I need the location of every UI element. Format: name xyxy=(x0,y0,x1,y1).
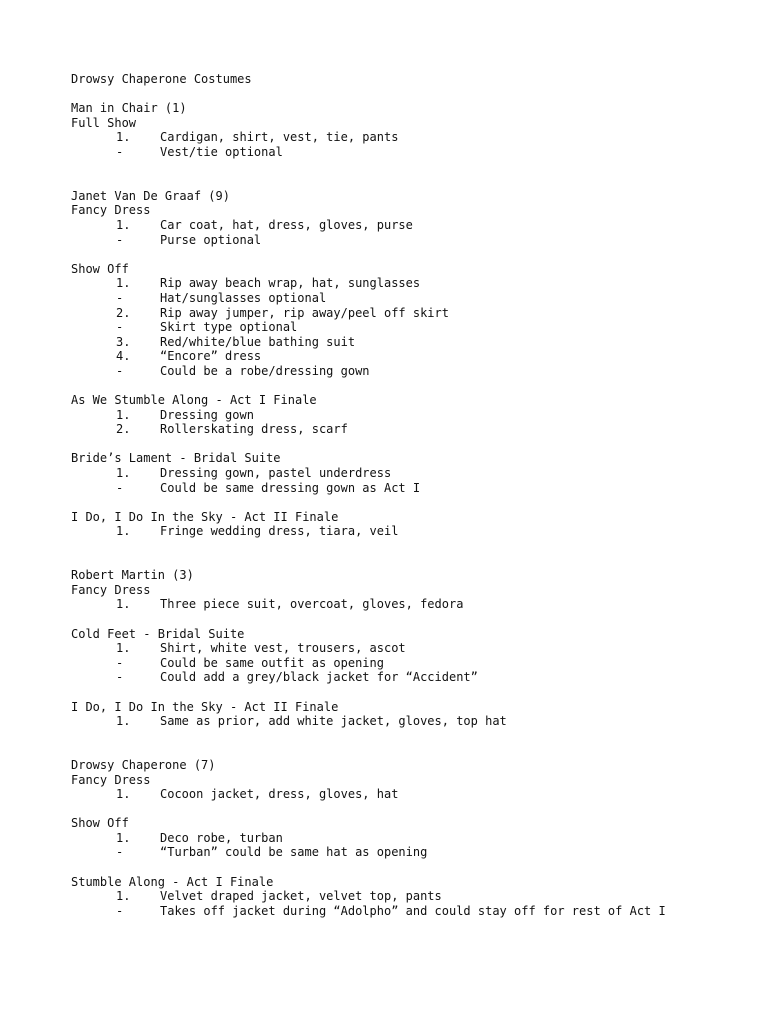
section-spacer xyxy=(71,729,751,758)
costume-item xyxy=(71,597,751,612)
costume-item xyxy=(71,349,751,364)
costume-item xyxy=(71,787,751,802)
scene-spacer xyxy=(71,495,751,510)
costume-item xyxy=(71,889,751,904)
scene-title: Show Off xyxy=(71,261,129,276)
spacer xyxy=(71,87,751,102)
costume-item xyxy=(71,481,751,496)
scene-spacer xyxy=(71,860,751,875)
costume-text: Hat/sunglasses optional xyxy=(160,290,327,305)
scene-title: Fancy Dress xyxy=(71,772,151,787)
costume-item xyxy=(71,656,751,671)
costume-item xyxy=(71,145,751,160)
costume-item xyxy=(71,524,751,539)
scene-title: Cold Feet - Bridal Suite xyxy=(71,626,245,641)
costume-item xyxy=(71,641,751,656)
scene-spacer xyxy=(71,802,751,817)
costume-item xyxy=(71,845,751,860)
character-section xyxy=(71,101,751,159)
scene-title: As We Stumble Along - Act I Finale xyxy=(71,393,317,408)
character-name: Robert Martin (3) xyxy=(71,568,194,583)
costume-item xyxy=(71,831,751,846)
scene-title: Show Off xyxy=(71,816,129,831)
costume-text: Red/white/blue bathing suit xyxy=(160,334,356,349)
costume-text: Car coat, hat, dress, gloves, purse xyxy=(160,217,413,232)
costume-item xyxy=(71,306,751,321)
list-marker: - xyxy=(116,845,124,860)
costume-item xyxy=(71,670,751,685)
list-marker: - xyxy=(116,290,124,305)
costume-text: Skirt type optional xyxy=(160,320,298,335)
list-marker: 1. xyxy=(116,130,131,145)
costume-text: Same as prior, add white jacket, gloves, top hat xyxy=(160,714,507,729)
costume-text: Cardigan, shirt, vest, tie, pants xyxy=(160,130,399,145)
costume-text: Shirt, white vest, trousers, ascot xyxy=(160,641,406,656)
character-list xyxy=(71,101,751,918)
scene-title: Full Show xyxy=(71,115,137,130)
costume-text: Could be same outfit as opening xyxy=(160,655,384,670)
costume-text: Dressing gown, pastel underdress xyxy=(160,466,392,481)
costume-item xyxy=(71,233,751,248)
scene-title: I Do, I Do In the Sky - Act II Finale xyxy=(71,509,339,524)
costume-text: Rip away beach wrap, hat, sunglasses xyxy=(160,276,421,291)
costume-text: Could be a robe/dressing gown xyxy=(160,363,370,378)
list-marker: - xyxy=(116,320,124,335)
section-spacer xyxy=(71,160,751,189)
costume-text: “Turban” could be same hat as opening xyxy=(160,845,428,860)
list-marker: 1. xyxy=(116,466,131,481)
list-marker: 1. xyxy=(116,641,131,656)
costume-item xyxy=(71,218,751,233)
costume-item xyxy=(71,466,751,481)
list-marker: 1. xyxy=(116,407,131,422)
list-marker: 2. xyxy=(116,422,131,437)
scene-title: Stumble Along - Act I Finale xyxy=(71,874,274,889)
character-section xyxy=(71,568,751,729)
list-marker: 3. xyxy=(116,334,131,349)
costume-text: Could be same dressing gown as Act I xyxy=(160,480,421,495)
scene-spacer xyxy=(71,378,751,393)
list-marker: - xyxy=(116,144,124,159)
costume-text: Purse optional xyxy=(160,232,262,247)
character-name: Janet Van De Graaf (9) xyxy=(71,188,230,203)
costume-text: Rollerskating dress, scarf xyxy=(160,422,348,437)
list-marker: 1. xyxy=(116,597,131,612)
character-section xyxy=(71,189,751,539)
list-marker: 1. xyxy=(116,830,131,845)
costume-item xyxy=(71,320,751,335)
list-marker: - xyxy=(116,363,124,378)
costume-text: Fringe wedding dress, tiara, veil xyxy=(160,524,399,539)
costume-text: Velvet draped jacket, velvet top, pants xyxy=(160,889,442,904)
list-marker: 2. xyxy=(116,305,131,320)
document-body xyxy=(71,72,751,918)
list-marker: - xyxy=(116,903,124,918)
costume-item xyxy=(71,291,751,306)
list-marker: 1. xyxy=(116,889,131,904)
costume-text: Dressing gown xyxy=(160,407,254,422)
costume-item xyxy=(71,904,751,919)
scene-spacer xyxy=(71,437,751,452)
list-marker: 1. xyxy=(116,714,131,729)
costume-item xyxy=(71,364,751,379)
character-name: Drowsy Chaperone (7) xyxy=(71,757,216,772)
list-marker: 1. xyxy=(116,524,131,539)
scene-title: Fancy Dress xyxy=(71,203,151,218)
list-marker: - xyxy=(116,670,124,685)
costume-item xyxy=(71,130,751,145)
costume-text: Rip away jumper, rip away/peel off skirt xyxy=(160,305,449,320)
costume-item xyxy=(71,335,751,350)
costume-item xyxy=(71,276,751,291)
list-marker: 1. xyxy=(116,276,131,291)
list-marker: - xyxy=(116,480,124,495)
costume-item xyxy=(71,422,751,437)
character-name: Man in Chair (1) xyxy=(71,101,187,116)
costume-text: “Encore” dress xyxy=(160,349,262,364)
costume-text: Could add a grey/black jacket for “Accident” xyxy=(160,670,478,685)
costume-text: Deco robe, turban xyxy=(160,830,283,845)
costume-text: Vest/tie optional xyxy=(160,144,283,159)
list-marker: - xyxy=(116,232,124,247)
list-marker: 1. xyxy=(116,217,131,232)
list-marker: - xyxy=(116,655,124,670)
scene-title: Bride’s Lament - Bridal Suite xyxy=(71,451,281,466)
scene-spacer xyxy=(71,685,751,700)
scene-spacer xyxy=(71,247,751,262)
costume-item xyxy=(71,714,751,729)
scene-title: I Do, I Do In the Sky - Act II Finale xyxy=(71,699,339,714)
document-title: Drowsy Chaperone Costumes xyxy=(71,72,252,86)
costume-text: Cocoon jacket, dress, gloves, hat xyxy=(160,787,399,802)
list-marker: 1. xyxy=(116,787,131,802)
costume-item xyxy=(71,408,751,423)
scene-title: Fancy Dress xyxy=(71,582,151,597)
costume-text: Three piece suit, overcoat, gloves, fedora xyxy=(160,597,464,612)
list-marker: 4. xyxy=(116,349,131,364)
costume-text: Takes off jacket during “Adolpho” and could stay off for rest of Act I xyxy=(160,903,666,918)
character-section xyxy=(71,758,751,919)
scene-spacer xyxy=(71,612,751,627)
section-spacer xyxy=(71,539,751,568)
